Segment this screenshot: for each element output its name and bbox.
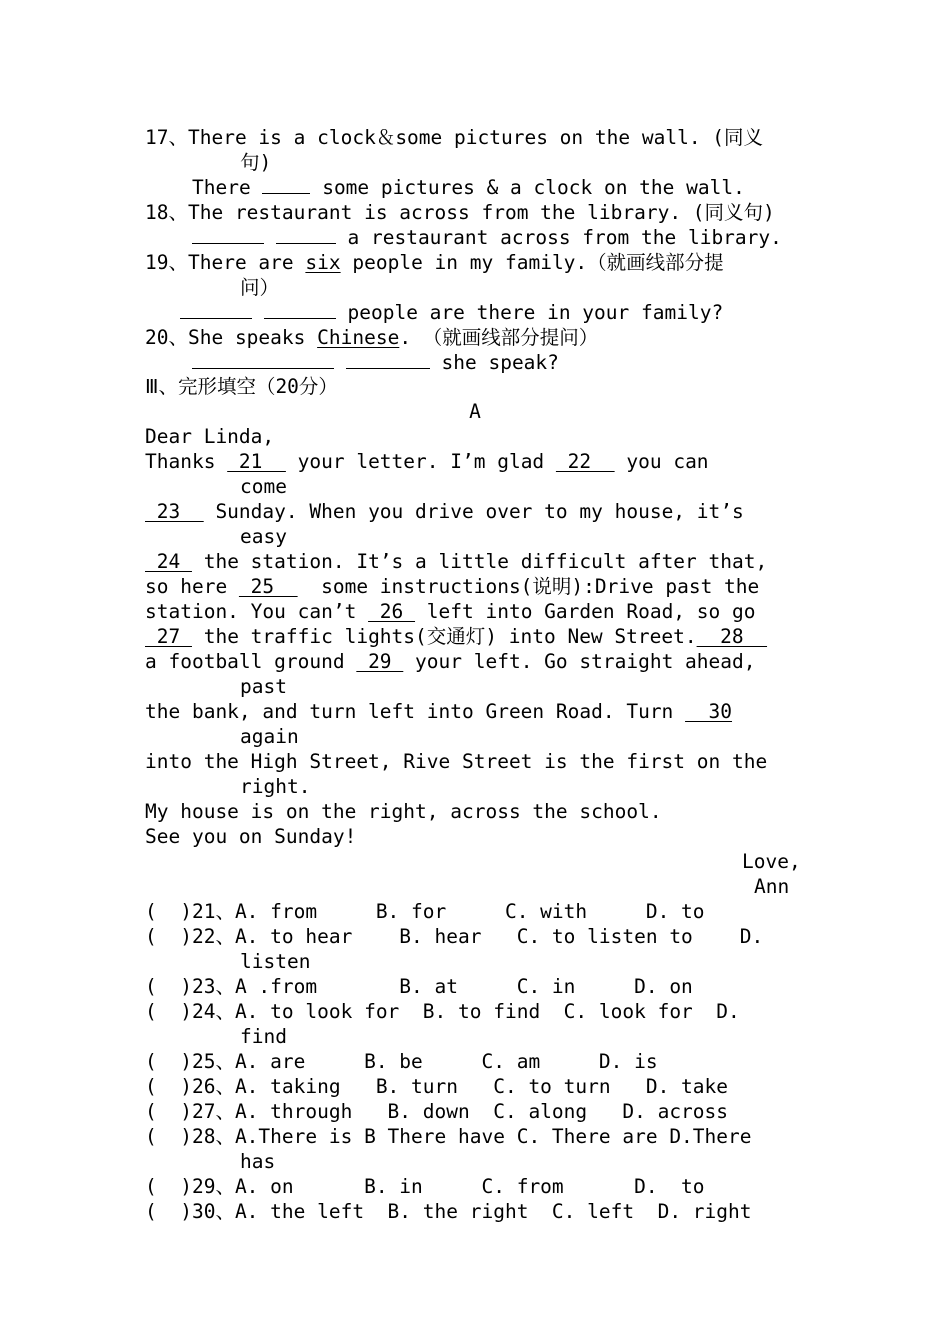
letter-text: some instructions(说明):Drive past the [297,575,760,598]
q19-blank-2[interactable] [264,300,336,319]
blank-24[interactable]: 24 [145,550,192,573]
letter-line [145,449,709,474]
q19-blank-1[interactable] [180,300,252,319]
letter-line-wrap: easy [240,525,287,548]
option-row-27[interactable]: ( )27、A. through B. down C. along D. across [145,1100,729,1123]
letter-greeting: Dear Linda, [145,425,275,448]
letter-line [145,574,759,599]
letter-text: you can [614,450,709,473]
letter-line: into the High Street, Rive Street is the first on the [145,750,768,773]
blank-29[interactable]: 29 [356,650,404,673]
letter-line [145,599,756,624]
letter-text: station. You can’t [145,600,369,623]
q19-answer-line [180,300,723,325]
blank-30[interactable]: 30 [685,700,733,723]
letter-line [145,699,732,724]
blank-25[interactable]: 25 [238,575,298,598]
q17-text-b: some pictures & a clock on the wall. [322,176,745,199]
section-heading: Ⅲ、完形填空（20分） [145,375,338,398]
q18-blank-2[interactable] [276,225,336,244]
q17-line-wrap: 句) [240,151,272,174]
q18-blank-1[interactable] [192,225,264,244]
blank-26[interactable]: 26 [368,600,416,623]
option-row-22[interactable]: ( )22、A. to hear B. hear C. to listen to D. [145,925,764,948]
letter-text: the station. It’s a little difficult after that, [191,550,768,573]
q17-text-a: There [192,176,251,199]
letter-text: the bank, and turn left into Green Road. Turn [145,700,686,723]
q17-line: 17、There is a clock＆some pictures on the wall. (同义 [145,126,764,149]
blank-22[interactable]: 22 [555,450,615,473]
option-row-21[interactable]: ( )21、A. from B. for C. with D. to [145,900,705,923]
q17-answer-line [192,175,745,200]
q20-text: she speak? [441,351,559,374]
letter-line-wrap: again [240,725,299,748]
option-row-26[interactable]: ( )26、A. taking B. turn C. to turn D. take [145,1075,729,1098]
option-row-24-wrap: find [240,1025,287,1048]
q20-post: . （就画线部分提问） [399,326,599,349]
letter-line [145,499,744,524]
letter-text: a football ground [145,650,357,673]
option-row-24[interactable]: ( )24、A. to look for B. to find C. look for D. [145,1000,740,1023]
letter-line-wrap: come [240,475,287,498]
letter-text: Thanks [145,450,228,473]
letter-text: the traffic lights(交通灯) into New Street. [191,625,697,648]
q19-text: people are there in your family? [347,301,724,324]
q19-line-wrap: 问） [240,276,280,299]
blank-21[interactable]: 21 [227,450,286,473]
option-row-22-wrap: listen [240,950,311,973]
letter-text: so here [145,575,239,598]
q20-pre: 20、She speaks [145,326,318,349]
passage-label: A [469,400,481,423]
q20-line [145,325,598,350]
letter-text: your letter. I’m glad [285,450,556,473]
option-row-25[interactable]: ( )25、A. are B. be C. am D. is [145,1050,658,1073]
letter-signature: Ann [754,875,790,898]
q19-pre: 19、There are [145,251,306,274]
letter-line [145,649,756,674]
letter-text: Sunday. When you drive over to my house, it’s [203,500,744,523]
q20-blank-2[interactable] [250,350,334,369]
q19-line [145,250,724,275]
q19-post: people in my family.（就画线部分提 [340,251,724,274]
q18-text: a restaurant across from the library. [347,226,782,249]
q18-line: 18、The restaurant is across from the library. (同义句) [145,201,775,224]
q20-blank-1[interactable] [192,350,250,369]
option-row-28-wrap: has [240,1150,276,1173]
blank-28[interactable]: 28 [696,625,768,648]
letter-line: See you on Sunday! [145,825,357,848]
q18-answer-line [192,225,782,250]
q20-blank-3[interactable] [346,350,430,369]
option-row-23[interactable]: ( )23、A .from B. at C. in D. on [145,975,693,998]
letter-line-wrap: past [240,675,287,698]
option-row-30[interactable]: ( )30、A. the left B. the right C. left D. right [145,1200,752,1223]
letter-line-wrap: right. [240,775,311,798]
letter-text: left into Garden Road, so go [415,600,756,623]
letter-line: My house is on the right, across the school. [145,800,662,823]
option-row-29[interactable]: ( )29、A. on B. in C. from D. to [145,1175,705,1198]
letter-signoff: Love, [742,850,801,873]
letter-text: your left. Go straight ahead, [403,650,756,673]
q20-underlined-word: Chinese [317,326,400,349]
option-row-28[interactable]: ( )28、A.There is B There have C. There are D.There [145,1125,752,1148]
letter-line [145,549,767,574]
q20-answer-line [192,350,559,375]
blank-27[interactable]: 27 [145,625,192,648]
q19-underlined-word: six [305,251,341,274]
q17-blank[interactable] [262,175,310,194]
letter-line [145,624,767,649]
blank-23[interactable]: 23 [145,500,204,523]
